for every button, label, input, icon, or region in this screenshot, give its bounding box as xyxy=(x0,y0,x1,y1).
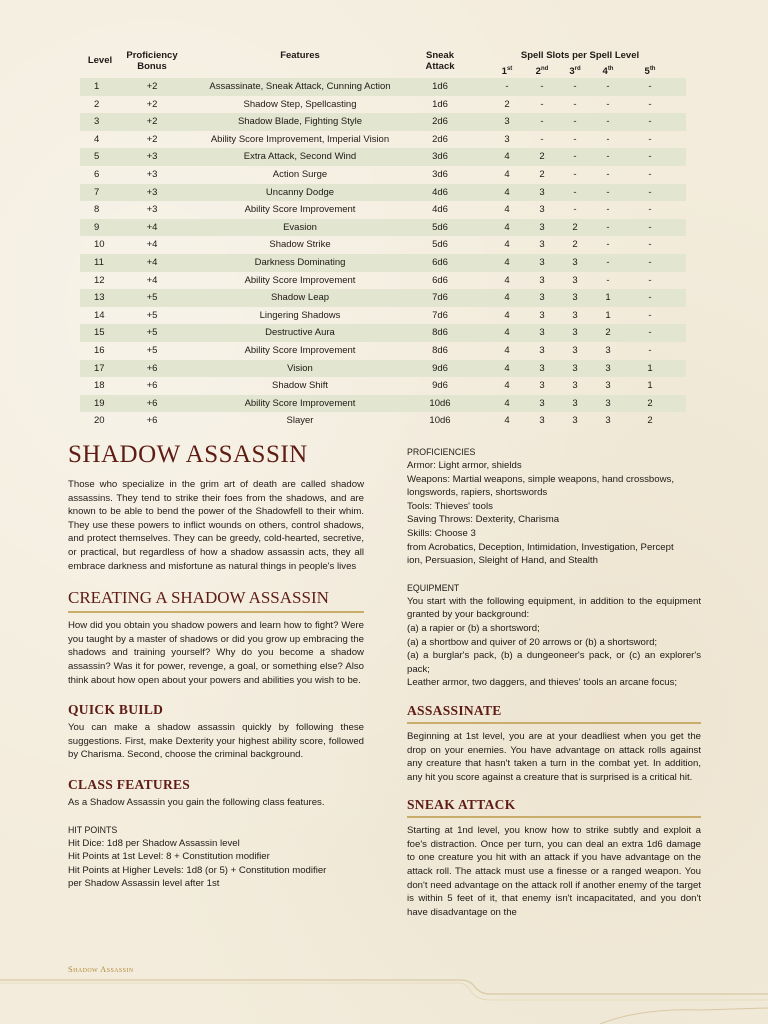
table-cell-s1: 4 xyxy=(504,415,510,427)
sneak-attack-paragraph: Starting at 1nd level, you know how to strike subtly and exploit a foe's distraction. Once per turn, you can deal an extra 1d6 damage to one creature you hit with an attack if you have advantage on the attack roll. The attack must use a finesse or a ranged weapon. You don't need advantage on the attack roll if another enemy of the target is within 5 feet of it, that enemy isn't incapacitated, and you don't have disadvantage on the xyxy=(407,825,701,918)
table-cell-prof: +2 xyxy=(146,81,158,92)
table-cell-s4: - xyxy=(606,133,610,145)
table-cell-feat: Shadow Step, Spellcasting xyxy=(243,98,357,110)
equipment-line: (a) a shortbow and quiver of 20 arrows or (b) a shortsword; xyxy=(407,636,658,648)
table-cell-s1: 4 xyxy=(504,186,510,198)
header-proficiency xyxy=(122,50,182,72)
table-cell-s5: - xyxy=(648,274,652,286)
header-sneak-line1: Sneak xyxy=(426,50,454,61)
table-cell-level: 14 xyxy=(94,309,105,321)
table-cell-s1: 4 xyxy=(504,327,510,339)
table-cell-s2: 3 xyxy=(539,415,545,427)
table-cell-level: 6 xyxy=(94,168,100,180)
table-cell-s5: - xyxy=(648,344,652,356)
table-cell-level: 8 xyxy=(94,204,100,216)
table-cell-sneak: 5d6 xyxy=(432,221,448,233)
table-cell-sneak: 2d6 xyxy=(432,116,448,128)
table-row xyxy=(80,289,686,307)
table-cell-feat: Ability Score Improvement xyxy=(244,204,356,216)
table-cell-sneak: 1d6 xyxy=(432,81,448,92)
table-cell-s5: - xyxy=(648,327,652,339)
table-cell-s3: 2 xyxy=(572,221,578,233)
table-cell-feat: Ability Score Improvement, Imperial Vision xyxy=(210,133,390,145)
table-cell-level: 18 xyxy=(94,380,105,392)
table-cell-s2: 3 xyxy=(539,397,545,409)
table-cell-s4: - xyxy=(606,98,610,110)
table-row xyxy=(80,236,686,254)
right-column xyxy=(407,446,701,919)
hit-points-label: HIT POINTS xyxy=(68,824,118,835)
equipment-line: (a) a rapier or (b) a shortsword; xyxy=(407,622,540,634)
table-cell-s3: - xyxy=(573,168,577,180)
table-cell-s2: 3 xyxy=(539,344,545,356)
table-cell-level: 5 xyxy=(94,151,100,163)
hit-points-line: Hit Dice: 1d8 per Shadow Assassin level xyxy=(68,837,240,849)
header-slot-1: 1st xyxy=(501,66,513,78)
table-cell-s2: 2 xyxy=(539,151,545,163)
table-row xyxy=(80,324,686,342)
proficiency-line: Skills: Choose 3 xyxy=(407,527,476,539)
table-cell-sneak: 6d6 xyxy=(432,256,448,268)
table-cell-s3: 3 xyxy=(572,397,578,409)
quick-build-paragraph: You can make a shadow assassin quickly by following these suggestions. First, make Dexterity your highest ability score, followed by Charisma. Second, choose the criminal background. xyxy=(68,722,364,761)
intro-paragraph: Those who specialize in the grim art of death are called shadow assassins. They tend to strike their foes from the shadows, and are known to be able to bend the power of the Shadowfell to their whim. They use these powers to inflict wounds on others, control shadows, and protect themselves. They can be greedy, cold-hearted, secretive, or practical, but regardless of how a shadow assassin acts, they all embrace darkness and misfortune as natural things in people's lives xyxy=(68,479,364,572)
table-cell-prof: +3 xyxy=(146,168,158,180)
table-cell-level: 17 xyxy=(94,362,105,374)
assassinate-paragraph: Beginning at 1st level, you are at your deadliest when you get the drop on your enemies. You have advantage on attack rolls against any creature that hasn't taken a turn in the combat yet. In addition, any hit you score against a creature that is surprised is a critical hit. xyxy=(407,730,701,783)
table-cell-s2: 3 xyxy=(539,186,545,198)
left-column xyxy=(68,440,364,891)
table-cell-s5: 1 xyxy=(647,362,653,374)
table-row xyxy=(80,395,686,413)
table-cell-level: 7 xyxy=(94,186,100,198)
table-header xyxy=(80,48,686,78)
table-cell-s3: 3 xyxy=(572,274,578,286)
table-cell-prof: +2 xyxy=(146,98,158,110)
table-cell-level: 3 xyxy=(94,116,100,128)
table-cell-prof: +6 xyxy=(146,362,158,374)
table-cell-s4: 3 xyxy=(605,397,611,409)
header-slot-2: 2nd xyxy=(535,66,549,78)
table-cell-s1: 4 xyxy=(504,239,510,251)
table-cell-s1: 4 xyxy=(504,274,510,286)
header-sneak-line2: Attack xyxy=(425,61,455,72)
table-cell-prof: +3 xyxy=(146,204,158,216)
table-row xyxy=(80,377,686,395)
table-cell-sneak: 9d6 xyxy=(432,380,448,392)
table-row xyxy=(80,360,686,378)
table-cell-feat: Destructive Aura xyxy=(265,327,335,339)
table-cell-prof: +6 xyxy=(146,380,158,392)
table-cell-s3: - xyxy=(573,204,577,216)
hit-points-line: per Shadow Assassin level after 1st xyxy=(68,878,220,890)
table-cell-feat: Evasion xyxy=(283,221,317,233)
sneak-attack-heading: SNEAK ATTACK xyxy=(407,796,701,818)
table-cell-sneak: 4d6 xyxy=(432,186,448,198)
table-cell-sneak: 7d6 xyxy=(432,309,448,321)
table-cell-s4: 3 xyxy=(605,380,611,392)
table-cell-prof: +3 xyxy=(146,186,158,198)
table-cell-s4: - xyxy=(606,81,610,92)
table-cell-s2: 3 xyxy=(539,292,545,304)
table-cell-s1: - xyxy=(505,81,509,92)
table-cell-level: 13 xyxy=(94,292,105,304)
table-cell-prof: +2 xyxy=(146,116,158,128)
table-cell-level: 10 xyxy=(94,239,105,251)
creating-paragraph: How did you obtain you shadow powers and learn how to fight? Were you taught by a master of shadows or did you grow up embracing the shadows and training yourself? Why do you become a shadow assassin? Was it for power, revenge, a goal, or something else? Also think about how open about your powers and abilities you wish to be. xyxy=(68,620,364,686)
table-cell-s4: 3 xyxy=(605,344,611,356)
table-cell-level: 15 xyxy=(94,327,105,339)
proficiency-line: longswords, rapiers, shortswords xyxy=(407,487,548,499)
table-cell-feat: Uncanny Dodge xyxy=(265,186,335,198)
table-cell-s1: 4 xyxy=(504,204,510,216)
table-cell-s2: 3 xyxy=(539,362,545,374)
header-proficiency-line1: Proficiency xyxy=(126,50,178,61)
table-cell-sneak: 4d6 xyxy=(432,204,448,216)
table-cell-s1: 4 xyxy=(504,380,510,392)
table-cell-s2: 3 xyxy=(539,256,545,268)
table-cell-level: 12 xyxy=(94,274,105,286)
table-cell-s5: - xyxy=(648,116,652,128)
table-cell-s5: - xyxy=(648,81,652,92)
table-cell-prof: +5 xyxy=(146,327,158,339)
table-cell-s5: 1 xyxy=(647,380,653,392)
table-cell-s1: 4 xyxy=(504,256,510,268)
table-cell-s5: - xyxy=(648,151,652,163)
table-cell-s5: - xyxy=(648,239,652,251)
table-cell-s3: 3 xyxy=(572,344,578,356)
table-cell-s4: 3 xyxy=(605,362,611,374)
table-cell-prof: +5 xyxy=(146,344,158,356)
table-cell-s1: 4 xyxy=(504,151,510,163)
table-cell-feat: Shadow Leap xyxy=(270,292,330,304)
table-cell-sneak: 6d6 xyxy=(432,274,448,286)
class-table xyxy=(80,48,686,430)
assassinate-heading: ASSASSINATE xyxy=(407,702,701,724)
table-cell-s2: - xyxy=(540,81,544,92)
table-cell-prof: +4 xyxy=(146,221,158,233)
table-cell-sneak: 2d6 xyxy=(432,133,448,145)
table-cell-s5: - xyxy=(648,204,652,216)
table-cell-prof: +2 xyxy=(146,133,158,145)
table-row xyxy=(80,412,686,430)
table-cell-level: 20 xyxy=(94,415,105,427)
table-cell-s1: 4 xyxy=(504,362,510,374)
table-cell-s5: - xyxy=(648,98,652,110)
table-cell-s4: - xyxy=(606,116,610,128)
table-cell-s4: - xyxy=(606,274,610,286)
table-cell-s3: 3 xyxy=(572,309,578,321)
table-cell-s5: - xyxy=(648,133,652,145)
proficiency-line: from Acrobatics, Deception, Intimidation, Investigation, Percept xyxy=(407,541,674,553)
creating-heading: CREATING A SHADOW ASSASSIN xyxy=(68,587,364,613)
table-cell-s5: - xyxy=(648,168,652,180)
hit-points-list xyxy=(68,837,364,891)
table-cell-s1: 3 xyxy=(504,116,510,128)
hit-points-line: Hit Points at 1st Level: 8 + Constitution modifier xyxy=(68,851,270,863)
equipment-line: Leather armor, two daggers, and thieves' tools an arcane focus; xyxy=(407,677,678,689)
table-cell-feat: Lingering Shadows xyxy=(259,309,341,321)
table-cell-s3: - xyxy=(573,81,577,92)
quick-build-heading: QUICK BUILD xyxy=(68,702,164,718)
table-cell-s2: 3 xyxy=(539,380,545,392)
equipment-label: EQUIPMENT xyxy=(407,582,460,593)
proficiencies-list xyxy=(407,459,701,568)
table-cell-s1: 4 xyxy=(504,221,510,233)
table-cell-s4: - xyxy=(606,168,610,180)
table-row xyxy=(80,184,686,202)
table-cell-s5: 2 xyxy=(647,397,653,409)
table-cell-s2: 3 xyxy=(539,327,545,339)
table-cell-s5: - xyxy=(648,309,652,321)
table-cell-prof: +4 xyxy=(146,239,158,251)
table-cell-prof: +3 xyxy=(146,151,158,163)
table-cell-prof: +5 xyxy=(146,292,158,304)
table-row xyxy=(80,254,686,272)
table-cell-s3: - xyxy=(573,98,577,110)
table-cell-s2: - xyxy=(540,116,544,128)
table-cell-sneak: 3d6 xyxy=(432,151,448,163)
table-cell-level: 19 xyxy=(94,397,105,409)
table-cell-s4: - xyxy=(606,239,610,251)
table-row xyxy=(80,219,686,237)
table-cell-sneak: 9d6 xyxy=(432,362,448,374)
table-cell-s1: 4 xyxy=(504,397,510,409)
table-cell-s2: 3 xyxy=(539,274,545,286)
table-cell-prof: +4 xyxy=(146,256,158,268)
proficiency-line: Saving Throws: Dexterity, Charisma xyxy=(407,514,560,526)
table-row xyxy=(80,113,686,131)
table-cell-s4: 1 xyxy=(605,292,611,304)
table-cell-feat: Extra Attack, Second Wind xyxy=(243,151,357,163)
table-cell-level: 11 xyxy=(94,256,104,268)
table-row xyxy=(80,307,686,325)
table-cell-level: 2 xyxy=(94,98,100,110)
table-cell-s1: 4 xyxy=(504,168,510,180)
table-cell-s1: 4 xyxy=(504,344,510,356)
table-cell-level: 16 xyxy=(94,344,105,356)
table-cell-s3: 3 xyxy=(572,327,578,339)
table-cell-s4: - xyxy=(606,204,610,216)
table-cell-s1: 4 xyxy=(504,309,510,321)
table-cell-s3: 3 xyxy=(572,256,578,268)
table-cell-s3: - xyxy=(573,186,577,198)
equipment-intro: You start with the following equipment, in addition to the equipment granted by your background: xyxy=(407,595,701,621)
hit-points-line: Hit Points at Higher Levels: 1d8 (or 5) + Constitution modifier xyxy=(68,864,327,876)
proficiency-line: Weapons: Martial weapons, simple weapons, hand crossbows, xyxy=(407,473,674,485)
table-row xyxy=(80,201,686,219)
table-cell-sneak: 1d6 xyxy=(432,98,448,110)
header-slot-4: 4th xyxy=(602,66,614,78)
table-cell-s4: - xyxy=(606,256,610,268)
table-cell-prof: +6 xyxy=(146,415,158,427)
footer-ornament xyxy=(0,950,768,1024)
header-proficiency-line2: Bonus xyxy=(137,61,167,72)
table-cell-s3: 3 xyxy=(572,415,578,427)
class-features-heading: CLASS FEATURES xyxy=(68,776,191,792)
table-cell-s5: 2 xyxy=(647,415,653,427)
table-cell-feat: Assassinate, Sneak Attack, Cunning Action xyxy=(209,81,391,92)
table-row xyxy=(80,78,686,96)
table-cell-s5: - xyxy=(648,292,652,304)
table-row xyxy=(80,131,686,149)
header-features: Features xyxy=(280,50,320,61)
proficiencies-label: PROFICIENCIES xyxy=(407,447,476,457)
header-level: Level xyxy=(87,55,113,66)
table-cell-s2: - xyxy=(540,98,544,110)
table-row xyxy=(80,342,686,360)
header-spell-slots: Spell Slots per Spell Level xyxy=(520,50,640,61)
table-cell-s5: - xyxy=(648,186,652,198)
table-cell-feat: Action Surge xyxy=(272,168,328,180)
table-cell-feat: Shadow Shift xyxy=(272,380,328,392)
table-body xyxy=(80,78,686,430)
table-cell-s3: 3 xyxy=(572,362,578,374)
table-cell-s4: 3 xyxy=(605,415,611,427)
table-cell-s2: 2 xyxy=(539,168,545,180)
table-cell-s3: - xyxy=(573,116,577,128)
proficiency-line: ion, Persuasion, Sleight of Hand, and Stealth xyxy=(407,555,598,567)
equipment-list xyxy=(407,622,701,690)
equipment-line: (a) a burglar's pack, (b) a dungeoneer's pack, or (c) an explorer's pack; xyxy=(407,650,701,675)
table-cell-feat: Shadow Strike xyxy=(269,239,331,251)
table-cell-s4: 1 xyxy=(605,309,611,321)
table-row xyxy=(80,272,686,290)
table-cell-s5: - xyxy=(648,221,652,233)
table-cell-prof: +5 xyxy=(146,309,158,321)
table-cell-sneak: 10d6 xyxy=(429,397,451,409)
table-row xyxy=(80,166,686,184)
table-cell-s2: 3 xyxy=(539,204,545,216)
table-cell-s4: 2 xyxy=(605,327,611,339)
table-cell-prof: +6 xyxy=(146,397,158,409)
table-cell-s1: 4 xyxy=(504,292,510,304)
table-cell-s3: 3 xyxy=(572,292,578,304)
table-cell-s2: - xyxy=(540,133,544,145)
table-cell-level: 9 xyxy=(94,221,100,233)
table-cell-s3: 2 xyxy=(572,239,578,251)
table-cell-s4: - xyxy=(606,186,610,198)
table-cell-sneak: 3d6 xyxy=(432,168,448,180)
table-cell-feat: Vision xyxy=(287,362,313,374)
header-sneak xyxy=(410,50,470,72)
table-cell-sneak: 8d6 xyxy=(432,327,448,339)
table-cell-level: 1 xyxy=(94,81,100,92)
table-row xyxy=(80,96,686,114)
table-cell-sneak: 10d6 xyxy=(429,415,451,427)
table-cell-sneak: 7d6 xyxy=(432,292,448,304)
table-cell-feat: Ability Score Improvement xyxy=(244,344,356,356)
table-cell-feat: Ability Score Improvement xyxy=(244,397,356,409)
header-slot-5: 5th xyxy=(644,66,656,78)
table-cell-feat: Shadow Blade, Fighting Style xyxy=(237,116,363,128)
table-cell-feat: Ability Score Improvement xyxy=(244,274,356,286)
table-cell-s2: 3 xyxy=(539,239,545,251)
table-cell-s2: 3 xyxy=(539,309,545,321)
table-cell-s5: - xyxy=(648,256,652,268)
table-cell-sneak: 5d6 xyxy=(432,239,448,251)
table-cell-feat: Slayer xyxy=(286,415,314,427)
header-slot-3: 3rd xyxy=(569,66,581,78)
table-cell-s2: 3 xyxy=(539,221,545,233)
table-cell-s4: - xyxy=(606,151,610,163)
table-cell-feat: Darkness Dominating xyxy=(254,256,346,268)
table-cell-s3: - xyxy=(573,151,577,163)
table-cell-sneak: 8d6 xyxy=(432,344,448,356)
footer-label: Shadow Assassin xyxy=(68,964,134,974)
proficiency-line: Armor: Light armor, shields xyxy=(407,460,522,471)
table-cell-s4: - xyxy=(606,221,610,233)
table-cell-level: 4 xyxy=(94,133,100,145)
table-cell-s1: 2 xyxy=(504,98,510,110)
proficiency-line: Tools: Thieves' tools xyxy=(407,500,493,512)
table-cell-s1: 3 xyxy=(504,133,510,145)
table-row xyxy=(80,148,686,166)
page-title: SHADOW ASSASSIN xyxy=(68,441,308,468)
table-cell-prof: +4 xyxy=(146,274,158,286)
table-cell-s3: - xyxy=(573,133,577,145)
class-features-paragraph: As a Shadow Assassin you gain the following class features. xyxy=(68,796,325,808)
table-cell-s3: 3 xyxy=(572,380,578,392)
